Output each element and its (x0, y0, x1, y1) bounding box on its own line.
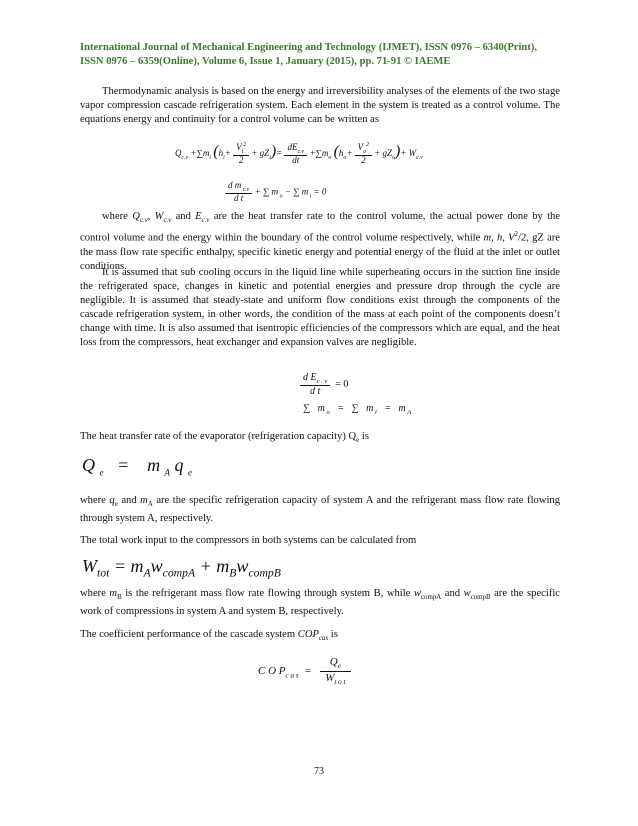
energy-equation: $Q_{c.v} +\sum m_i$ ($h_i+$ $\frac{V_i^2}{2}$ + $gZ_i)=$ $\frac{dE_{c.v}}{dt}$ $+\sum m_o$ ($h_o+$ $\frac{V_o^2}{2}$ + $gZ_o)+ W_{c.v}$ (175, 141, 423, 166)
journal-header (80, 41, 560, 69)
refrigeration-capacity-equation: Q $_e$ = m $_A$ q $_e$ (82, 455, 192, 478)
paragraph-work-input: The total work input to the compressors in both systems can be calculated from (80, 535, 417, 546)
steady-state-equation: $\frac{d E_{c . v}}{\text{d t}}$ = 0 (300, 372, 348, 397)
page-number: 73 (314, 766, 324, 777)
continuity-equation: $\frac{d m _{c.v}}{\text{d t}}$ + ∑ m $_o$ − ∑ m $_i$ = 0 (225, 181, 326, 204)
cop-equation: C O $P_{c a s}$ = $\frac{Q_e}{W_{t o t}}$ (258, 656, 351, 687)
paragraph-heat-transfer: The heat transfer rate of the evaporator (refrigeration capacity) $Q_e$ is (80, 431, 369, 445)
paragraph-intro: Thermodynamic analysis is based on the energy and irreversibility analyses of the elements of the two stage vapor compression cascade refrigeration system. Each element in the system is treated as a control volume. The equations energy and continuity for a control volume can be written as (80, 86, 560, 125)
header-line-2: ISSN 0976 – 6359(Online), Volume 6, Issue 1, January (2015), pp. 71-91 © IAEME (80, 56, 451, 67)
total-work-equation: $W_{tot} = m_Aw_{compA} + m_Bw_{compB}$ (82, 556, 281, 580)
paragraph-assumptions: It is assumed that sub cooling occurs in the liquid line while superheating occurs in the suction line inside the refrigerated space, changes in kinetic and potential energies and pressure drop through the cycle are negligible. It is assumed that steady-state and uniform flow conditions exist through the components of the cascade refrigeration system, in other words, the condition of the mass at each point of the components doesn’t change with time. It is also assumed that isentropic efficiencies of the compressors which are equal, and the heat loss from the compressors, heat exchanger and expansion valves are negligible. (80, 267, 560, 348)
paragraph-mb-definition: where $m_B$ is the refrigerant mass flow rate flowing through system B, while $w_{compA}$ and $w_{compB}$ are the specific work of compressions in system A and system B, respectively. (80, 588, 560, 618)
paragraph-qe-definition: where $q_e$ and $m_A$ are the specific refrigeration capacity of system A and the refrigerant mass flow rate flowing through system A, respectively. (80, 495, 560, 525)
paragraph-definitions: where $Q_{c.v}$, $W_{c.v}$ and $E_{c.v}$ are the heat transfer rate to the control volume, the actual power done by the control volume and the energy within the boundary of the control volume respectively, while m, h, $V^2/2$, gZ are the mass flow rate specific enthalpy, specific kinetic energy and potential energy of the fluid at the inlet or outlet conditions. (80, 211, 561, 272)
paragraph-cop: The coefficient performance of the cascade system $COP_{cas}$ is (80, 629, 338, 643)
header-line-1: International Journal of Mechanical Engineering and Technology (IJMET), ISSN 0976 – 6340(Print), (80, 42, 538, 53)
mass-balance-equation: ∑ m $_o$ = ∑ m $_i$ = m $_A$ (303, 403, 412, 416)
